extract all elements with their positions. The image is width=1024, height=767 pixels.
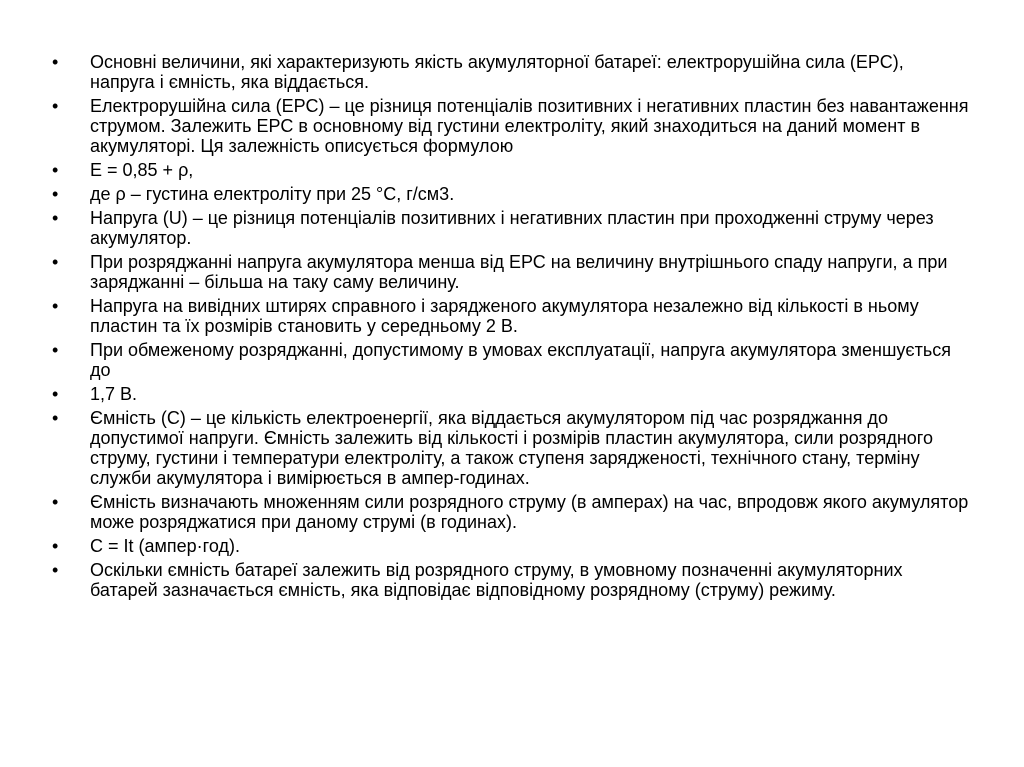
bullet-icon: • xyxy=(52,492,59,512)
list-item xyxy=(52,536,972,556)
bullet-text: Електрорушійна сила (ЕРС) – це різниця потенціалів позитивних і негативних пластин без навантаження струмом. Залежить ЕРС в основному від густини електроліту, який знаходиться на даний момент в акумуляторі. Ця залежність описується формулою xyxy=(90,96,969,156)
list-item xyxy=(52,340,972,380)
bullet-icon: • xyxy=(52,184,59,204)
bullet-icon: • xyxy=(52,536,59,556)
bullet-text: При розряджанні напруга акумулятора менша від ЕРС на величину внутрішнього спаду напруги, а при заряджанні – більша на таку саму величину. xyxy=(90,252,948,292)
bullet-icon: • xyxy=(52,408,59,428)
list-item xyxy=(52,408,972,488)
list-item xyxy=(52,296,972,336)
bullet-icon: • xyxy=(52,340,59,360)
bullet-text: При обмеженому розряджанні, допустимому в умовах експлуатації, напруга акумулятора зменшується до xyxy=(90,340,951,380)
list-item xyxy=(52,52,972,92)
list-item xyxy=(52,252,972,292)
bullet-text: Ємність (С) – це кількість електроенергії, яка віддається акумулятором під час розряджання до допустимої напруги. Ємність залежить від кількості і розмірів пластин акумулятора, сили розрядного струму, густини і температури електроліту, а також ступеня зарядженості, технічного стану, терміну служби акумулятора і вимірюється в ампер-годинах. xyxy=(90,408,933,488)
bullet-icon: • xyxy=(52,252,59,272)
list-item xyxy=(52,384,972,404)
bullet-icon: • xyxy=(52,560,59,580)
bullet-text: Напруга (U) – це різниця потенціалів позитивних і негативних пластин при проходженні струму через акумулятор. xyxy=(90,208,934,248)
bullet-icon: • xyxy=(52,296,59,316)
list-item xyxy=(52,492,972,532)
bullet-text: 1,7 В. xyxy=(90,384,138,404)
bullet-icon: • xyxy=(52,208,59,228)
list-item xyxy=(52,184,972,204)
bullet-text: Оскільки ємність батареї залежить від розрядного струму, в умовному позначенні акумуляторних батарей зазначається ємність, яка відповідає відповідному розрядному (струму) режиму. xyxy=(90,560,903,600)
list-item xyxy=(52,560,972,600)
bullet-text: Ємність визначають множенням сили розрядного струму (в амперах) на час, впродовж якого акумулятор може розряджатися при даному струмі (в годинах). xyxy=(90,492,969,532)
bullet-icon: • xyxy=(52,160,59,180)
bullet-text: E = 0,85 + ρ, xyxy=(90,160,194,180)
bullet-icon: • xyxy=(52,52,59,72)
bullet-text: C = It (ампер·год). xyxy=(90,536,240,556)
bullet-text: Основні величини, які характеризують якість акумуляторної батареї: електрорушійна сила (ЕРС), напруга і ємність, яка віддається. xyxy=(90,52,904,92)
list-item xyxy=(52,160,972,180)
bullet-text: де ρ – густина електроліту при 25 °С, г/см3. xyxy=(90,184,455,204)
bullet-list xyxy=(52,52,972,604)
list-item xyxy=(52,208,972,248)
bullet-icon: • xyxy=(52,384,59,404)
list-item xyxy=(52,96,972,156)
bullet-icon: • xyxy=(52,96,59,116)
bullet-text: Напруга на вивідних штирях справного і зарядженого акумулятора незалежно від кількості в ньому пластин та їх розмірів становить у середньому 2 В. xyxy=(90,296,919,336)
